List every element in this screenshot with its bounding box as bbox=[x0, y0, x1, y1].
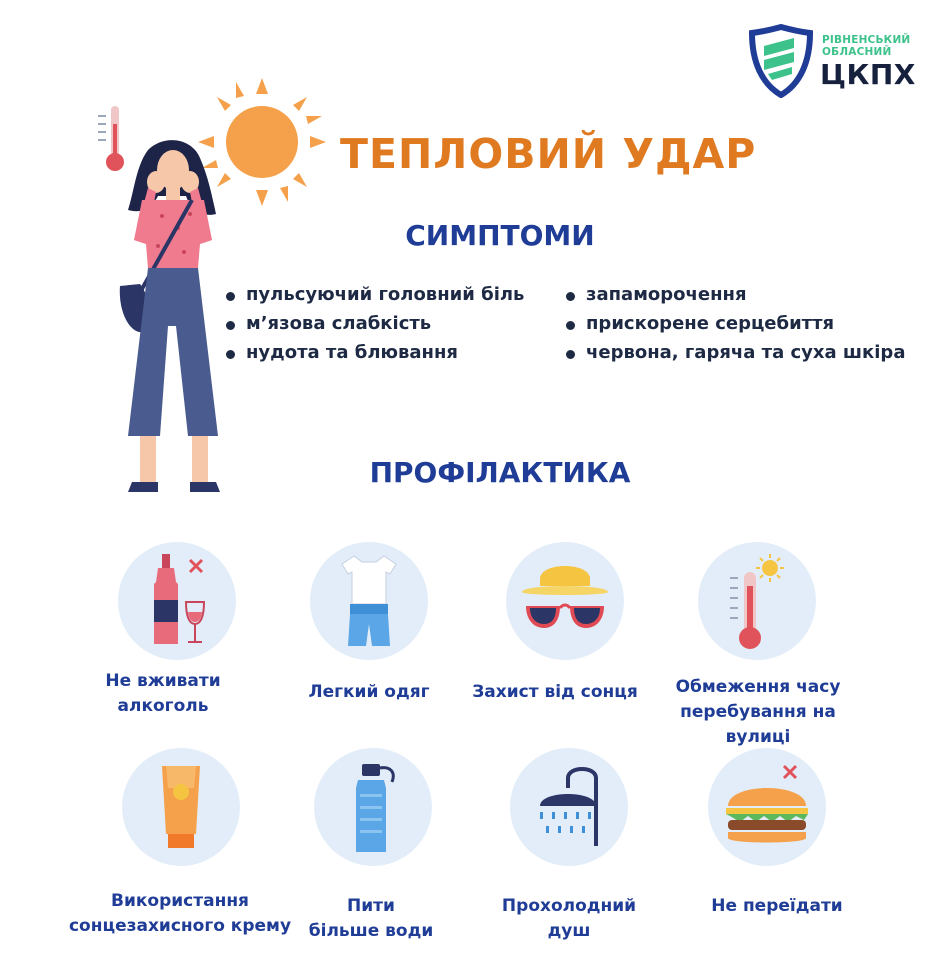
logo-line-2: ОБЛАСНИЙ bbox=[822, 46, 892, 58]
prevention-circle-6 bbox=[314, 748, 432, 866]
logo-line-1: РІВНЕНСЬКИЙ bbox=[822, 34, 911, 46]
label-line: Не вживати bbox=[105, 671, 221, 691]
prevention-label-7 bbox=[449, 894, 689, 944]
symptom-right-2: прискорене серцебиття bbox=[586, 313, 835, 334]
sunscreen-icon bbox=[122, 748, 240, 866]
label-line: Використання bbox=[111, 891, 249, 911]
prevention-circle-3 bbox=[506, 542, 624, 660]
prevention-label-8 bbox=[657, 894, 897, 919]
label-line: Легкий одяг bbox=[308, 682, 430, 702]
prevention-label-4 bbox=[654, 675, 862, 750]
symptoms-heading: СИМПТОМИ bbox=[405, 219, 595, 252]
no-overeating-icon bbox=[708, 748, 826, 866]
main-title: ТЕПЛОВИЙ УДАР bbox=[340, 130, 757, 178]
label-line: Захист від сонця bbox=[472, 682, 638, 702]
label-line: Пити bbox=[347, 896, 395, 916]
symptom-left-2: м’язова слабкість bbox=[246, 313, 432, 334]
prevention-circle-4 bbox=[698, 542, 816, 660]
prevention-label-3 bbox=[435, 680, 675, 705]
symptom-right-3: червона, гаряча та суха шкіра bbox=[586, 342, 906, 363]
label-line: Не переїдати bbox=[711, 896, 843, 916]
prevention-circle-2 bbox=[310, 542, 428, 660]
shield-logo-icon bbox=[748, 24, 814, 98]
prevention-circle-5 bbox=[122, 748, 240, 866]
label-line: перебування на вулиці bbox=[680, 702, 836, 747]
label-line: Обмеження часу bbox=[675, 677, 841, 697]
symptom-left-1: пульсуючий головний біль bbox=[246, 284, 525, 305]
prevention-label-1 bbox=[43, 669, 283, 719]
label-line: більше води bbox=[308, 921, 434, 941]
water-bottle-icon bbox=[314, 748, 432, 866]
light-clothing-icon bbox=[310, 542, 428, 660]
label-line: алкоголь bbox=[117, 696, 209, 716]
logo-line-3: ЦКПХ bbox=[820, 58, 916, 91]
logo bbox=[748, 24, 918, 104]
label-line: Прохолодний bbox=[501, 896, 637, 916]
prevention-circle-7 bbox=[510, 748, 628, 866]
prevention-circle-1 bbox=[118, 542, 236, 660]
symptom-left-3: нудота та блювання bbox=[246, 342, 458, 363]
label-line: душ bbox=[547, 921, 591, 941]
woman-illustration-icon bbox=[112, 136, 230, 498]
sun-protection-icon bbox=[506, 542, 624, 660]
thermometer-sun-icon bbox=[698, 542, 816, 660]
prevention-circle-8 bbox=[708, 748, 826, 866]
symptom-right-1: запаморочення bbox=[586, 284, 747, 305]
prevention-heading: ПРОФІЛАКТИКА bbox=[369, 456, 631, 489]
shower-icon bbox=[510, 748, 628, 866]
no-alcohol-icon bbox=[118, 542, 236, 660]
label-line: сонцезахисного крему bbox=[68, 916, 292, 936]
